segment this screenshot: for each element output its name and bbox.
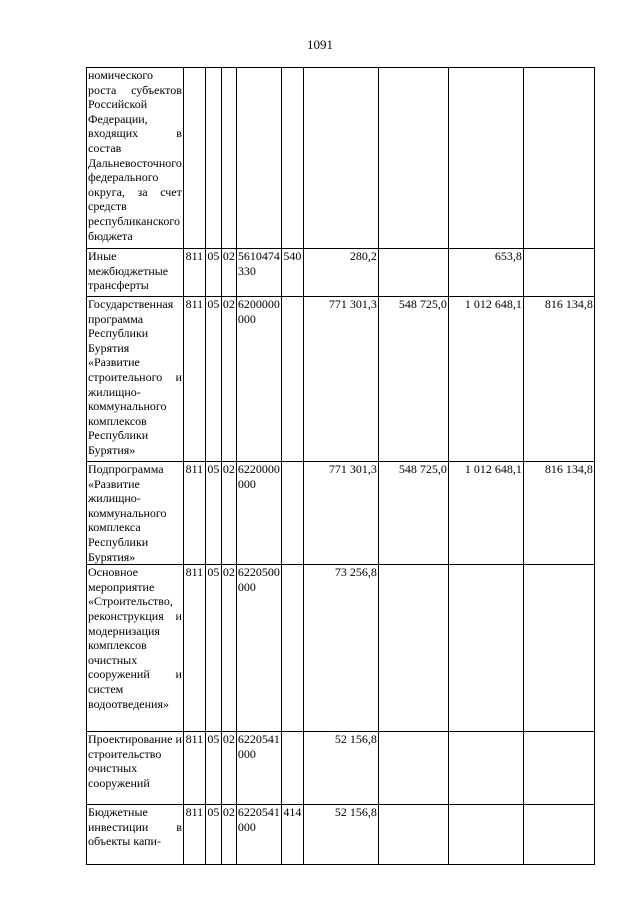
row-section: 05	[205, 732, 221, 805]
row-expense-type	[281, 68, 303, 249]
row-amount-4: 816 134,8	[523, 462, 594, 565]
row-subsection: 02	[221, 297, 236, 462]
row-grbs: 811	[183, 805, 205, 865]
row-section	[205, 68, 221, 249]
table-row	[87, 805, 595, 865]
row-amount-4: 816 134,8	[523, 297, 594, 462]
row-subsection: 02	[221, 249, 236, 297]
row-section: 05	[205, 249, 221, 297]
row-amount-3: 1 012 648,1	[448, 462, 523, 565]
table-row	[87, 565, 595, 732]
row-target-article: 5610474330	[236, 249, 281, 297]
row-name: Бюджетные инвестиции в объекты капи-	[87, 805, 184, 865]
row-amount-3	[448, 732, 523, 805]
row-target-article: 6220541000	[236, 732, 281, 805]
row-target-article: 6220000000	[236, 462, 281, 565]
table-body	[87, 68, 595, 865]
row-expense-type	[281, 297, 303, 462]
row-amount-4	[523, 732, 594, 805]
row-amount-3: 1 012 648,1	[448, 297, 523, 462]
row-name: номического роста субъектов Российской Федерации, входящих в состав Дальневосточного федерального округа, за счет средств республиканского бюджета	[87, 68, 184, 249]
row-subsection: 02	[221, 732, 236, 805]
page-number: 1091	[307, 37, 333, 52]
row-amount-2: 548 725,0	[378, 297, 448, 462]
row-amount-3: 653,8	[448, 249, 523, 297]
row-section: 05	[205, 297, 221, 462]
row-grbs: 811	[183, 462, 205, 565]
row-section: 05	[205, 462, 221, 565]
row-subsection	[221, 68, 236, 249]
row-expense-type	[281, 565, 303, 732]
row-expense-type: 414	[281, 805, 303, 865]
row-amount-3	[448, 565, 523, 732]
table-row	[87, 297, 595, 462]
row-subsection: 02	[221, 565, 236, 732]
row-subsection: 02	[221, 805, 236, 865]
row-target-article: 6220541000	[236, 805, 281, 865]
row-section: 05	[205, 565, 221, 732]
row-amount-1: 73 256,8	[303, 565, 378, 732]
row-amount-4	[523, 805, 594, 865]
row-target-article: 6200000000	[236, 297, 281, 462]
row-amount-1: 771 301,3	[303, 462, 378, 565]
row-amount-1: 52 156,8	[303, 805, 378, 865]
row-name: Иные межбюджетные трансферты	[87, 249, 184, 297]
row-amount-1: 280,2	[303, 249, 378, 297]
row-amount-1: 771 301,3	[303, 297, 378, 462]
row-grbs: 811	[183, 249, 205, 297]
row-amount-1	[303, 68, 378, 249]
row-section: 05	[205, 805, 221, 865]
row-amount-2	[378, 805, 448, 865]
row-name: Государственная программа Республики Бурятия «Развитие строительного и жилищно-коммунального комплексов Республики Бурятия»	[87, 297, 184, 462]
row-amount-1: 52 156,8	[303, 732, 378, 805]
row-expense-type	[281, 462, 303, 565]
row-subsection: 02	[221, 462, 236, 565]
row-grbs	[183, 68, 205, 249]
row-name: Основное мероприятие «Строительство, реконструкция и модернизация комплексов очистных сооружений и систем водоотведения»	[87, 565, 184, 732]
row-target-article	[236, 68, 281, 249]
row-amount-4	[523, 249, 594, 297]
table-row	[87, 732, 595, 805]
row-amount-2	[378, 68, 448, 249]
row-amount-4	[523, 565, 594, 732]
row-expense-type	[281, 732, 303, 805]
budget-table	[86, 67, 595, 865]
table-row	[87, 462, 595, 565]
row-grbs: 811	[183, 732, 205, 805]
row-expense-type: 540	[281, 249, 303, 297]
row-name: Проектирование и строительство очистных сооружений	[87, 732, 184, 805]
row-amount-2	[378, 565, 448, 732]
row-amount-3	[448, 805, 523, 865]
row-amount-3	[448, 68, 523, 249]
row-amount-4	[523, 68, 594, 249]
row-grbs: 811	[183, 565, 205, 732]
row-amount-2: 548 725,0	[378, 462, 448, 565]
row-name: Подпрограмма «Развитие жилищно-коммунального комплекса Республики Бурятия»	[87, 462, 184, 565]
row-target-article: 6220500000	[236, 565, 281, 732]
table-row	[87, 249, 595, 297]
table-row	[87, 68, 595, 249]
row-amount-2	[378, 732, 448, 805]
row-amount-2	[378, 249, 448, 297]
row-grbs: 811	[183, 297, 205, 462]
